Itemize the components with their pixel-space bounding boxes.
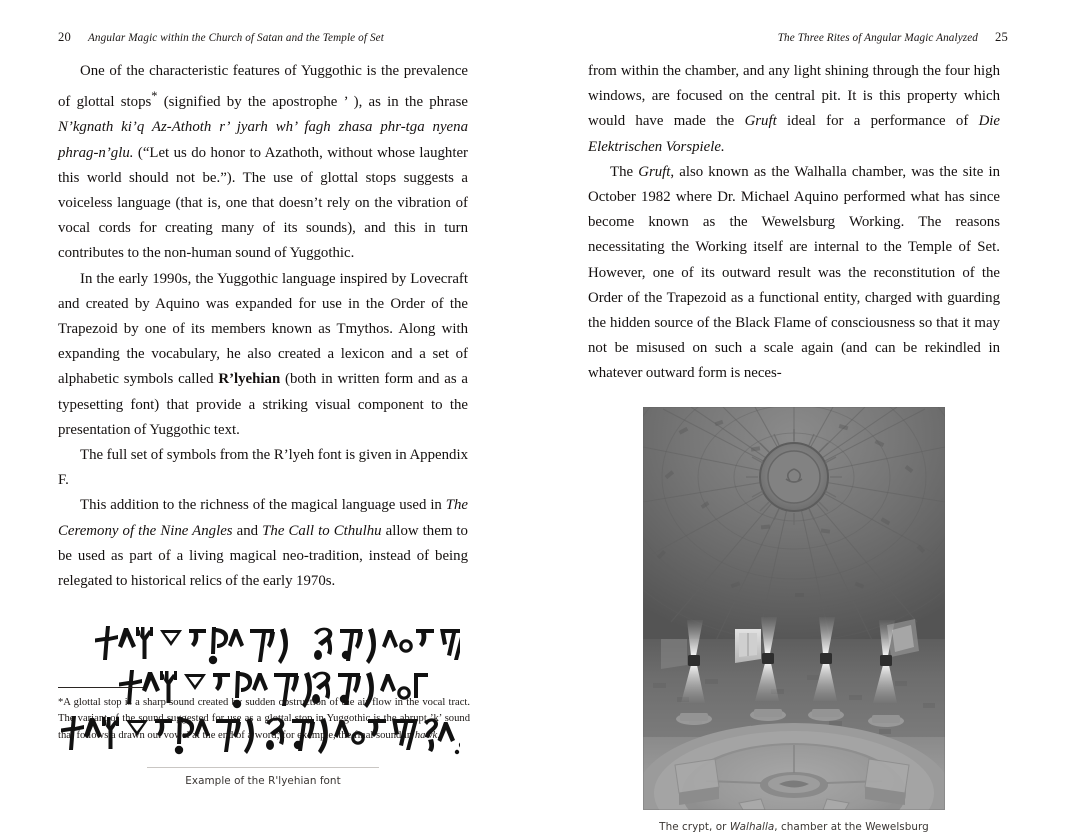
para-text: One of the characteristic features of Yuggothic is the prevalence of glottal stops [58, 63, 468, 111]
para-text: (“Let us do honor to Azathoth, without whose laughter this world should not be.”). The use of glottal stops suggests a voiceless language (that is, one that doesn’t rely on the vibration of vocal cords for creating many of its sounds), and this in turn contributes to the non-human sound of Yuggothic. [58, 144, 468, 262]
title-ceremony-nine-angles: The Ceremony of the Nine Angles [58, 497, 468, 539]
caption-text: The crypt, or [659, 820, 730, 833]
para-text: (both in written form and as a typesetting font) that provide a striking visual component to the presentation of Yuggothic text. [58, 371, 468, 438]
caption-text: , chamber at the Wewelsburg [774, 820, 929, 833]
left-folio: 20 [58, 30, 71, 44]
crypt-photo-art [643, 407, 945, 810]
right-folio: 25 [995, 30, 1008, 44]
left-running-head [58, 30, 473, 52]
para-text: ideal for a performance of [776, 113, 979, 130]
paragraph-rlyehian-symbols [58, 267, 468, 443]
crypt-photograph [643, 407, 945, 810]
para-text: allow them to be used as part of a living magical neo-tradition, instead of being relegated to historical relics of the early 1970s. [58, 522, 468, 589]
para-text: and [232, 522, 263, 539]
left-page [0, 0, 533, 800]
right-running-head [588, 30, 1008, 52]
footnote-marker: * [151, 89, 158, 104]
footnote-glottal-stop [58, 695, 470, 744]
para-text: (signified by the apostrophe ’ ), as in the phrase [157, 94, 469, 111]
paragraph-yuggothic-features [58, 59, 468, 267]
phrase-yuggothic: N’kgnath ki’q Az-Athoth r’ jyarh wh’ fagh zhasa phr-tga nyena phrag-n’glu. [58, 119, 468, 161]
para-text: , also known as the Walhalla chamber, was the site in October 1982 where Dr. Michael Aquino performed what has since become known as the Wewelsburg Working. The reasons necessitating the Working itself are internal to the Temple of Set. However, one of its outward result was the reconstitution of the Order of the Trapezoid as a functional entity, charged with guarding the hidden source of the Black Flame of consciousness so that it may not be misused on such a scale again (and can be rekindled in whatever outward form is neces- [588, 163, 1000, 382]
left-running-title: Angular Magic within the Church of Satan and the Temple of Set [88, 32, 384, 44]
caption-term-walhalla: Walhalla [729, 820, 775, 833]
right-running-title: The Three Rites of Angular Magic Analyzed [777, 32, 978, 44]
footnote-word-hawk: hawk [414, 729, 438, 741]
para-text: The [610, 163, 639, 180]
term-gruft: Gruft [638, 163, 671, 180]
title-die-elektrischen-vorspiele: Die Elektrischen Vorspiele. [588, 113, 1000, 155]
para-text: In the early 1990s, the Yuggothic language inspired by Lovecraft and created by Aquino was expanded for use in the Order of the Trapezoid by one of its members known as Tmythos. Along with expanding the vocabulary, he also created a lexicon and a set of alphabetic symbols called [58, 270, 468, 388]
crypt-photo-figure [588, 407, 1000, 833]
crypt-photo-caption [588, 821, 1000, 833]
paragraph-appendix-reference: The full set of symbols from the R’lyeh font is given in Appendix F. [58, 446, 468, 489]
para-text: from within the chamber, and any light shining through the four high windows, are focused on the central pit. It is this property which would have made the [588, 63, 1000, 130]
paragraph-chamber-light [588, 59, 1000, 160]
footnote-block [58, 687, 470, 744]
term-rlyehian: R’lyehian [218, 371, 281, 388]
right-page [533, 0, 1066, 833]
title-call-to-cthulhu: The Call to Cthulhu [262, 522, 382, 539]
right-text-column [588, 59, 1000, 833]
footnote-text: A glottal stop is a sharp sound created by sudden obstruction of the air flow in the vocal tract. The variant of the sound suggested for use as a glottal stop in Yuggothic is the abrupt ’k’ sound that follows a drawn out vowel at the end of a word; for example, the final sound in [58, 696, 470, 741]
paragraph-wewelsburg-working [588, 160, 1000, 387]
footnote-marker-text: * [58, 696, 64, 708]
footnote-text: . [437, 729, 440, 741]
term-gruft: Gruft [744, 113, 777, 130]
paragraph-magical-language [58, 493, 468, 594]
figure-rule [147, 767, 379, 768]
left-text-column [58, 59, 468, 787]
para-text: This addition to the richness of the magical language used in [80, 497, 446, 514]
footnote-separator-rule [58, 687, 143, 688]
rlyehian-figure-caption: Example of the R'lyehian font [185, 775, 341, 788]
